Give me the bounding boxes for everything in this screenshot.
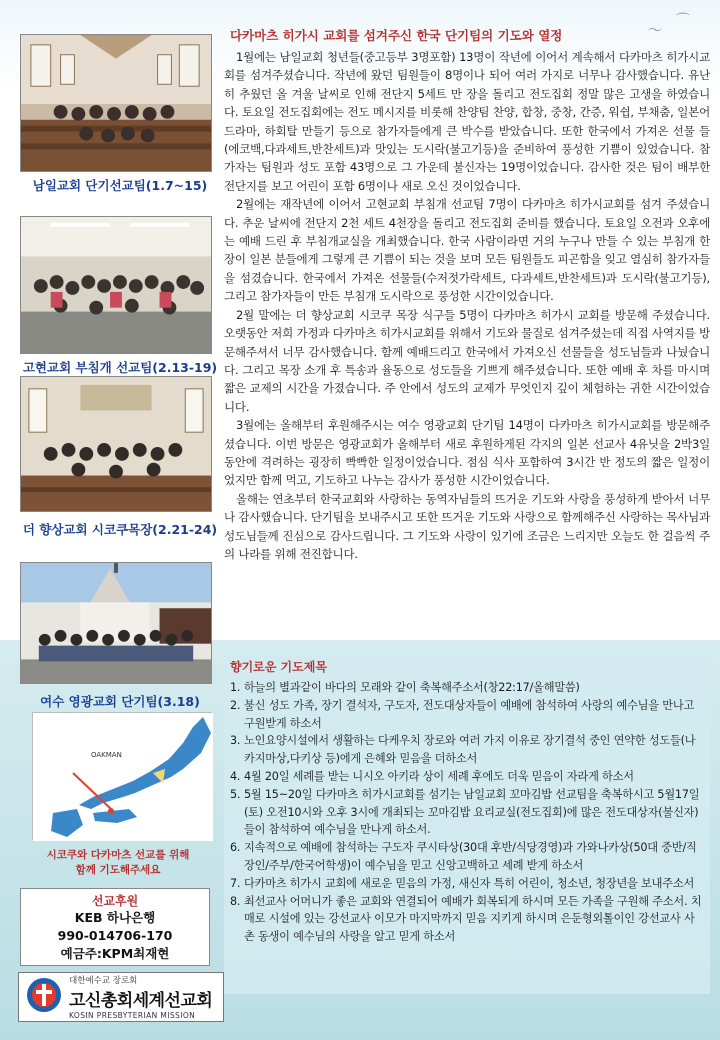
- map-label: OAKMAN: [91, 751, 122, 759]
- bird-icon: 〜: [648, 23, 662, 39]
- article-paragraph: 2월에는 재작년에 이어서 고현교회 부침개 선교팀 7명이 다카마츠 히가시교회를 섬겨 주셨습니다. 추운 날씨에 전단지 2천 세트 4천장을 돌리고 전도집회 준비를 했습니다. 토요일 오전과 오후에는 예배 드린 후 부침개교실을 개최했습니다. 한국 사람이라면 거의 누구나 만들 수 있는 부침개 한 장이 일본 분들에게 그렇게 큰 기쁨이 되는 것을 보며 모든 팀원들도 피곤함을 잊고 열심히 참가자들을 섬겼습니다. 한국에서 가져온 선물들(수저젓가락세트, 다과세트,반찬세트)과 도시락(불고기등), 그리고 참가자들이 만든 부침개 도시락으로 풍성한 시간이었습니다.: [224, 197, 710, 304]
- prayer-item: 1. 하늘의 별과같이 바다의 모래와 같이 축복해주소서(창22:17/올해말씀): [230, 681, 580, 694]
- prayer-title: 향기로운 기도제목: [230, 660, 327, 674]
- prayer-item: 5. 5월 15~20일 다카마츠 히가시교회를 섬기는 남일교회 꼬마김밥 선교팀을 축복하시고 5월17일(토) 오전10시와 오후 3시에 개최되는 꼬마김밥 요리교실(전도집회)에 많은 전도대상자(불신자)들이 참석하여 예수님을 만나게 하소서.: [230, 787, 700, 837]
- account-holder: 예금주:KPM최재현: [60, 946, 170, 961]
- globe-cross-icon: [23, 976, 65, 1018]
- photo-caption: 여수 영광교회 단기팀(3.18): [40, 694, 200, 709]
- photo-namil-team: [20, 34, 212, 172]
- logo-subtitle: 대한예수교 장로회: [69, 976, 138, 986]
- article-paragraph: 올해는 연초부터 한국교회와 사랑하는 동역자님들의 뜨거운 기도와 사랑을 풍성하게 받아서 너무나 감사했습니다. 단기팀을 보내주시고 또한 뜨거운 기도와 사랑으로 함께해주신 사랑하는 목사님과 성도님들께 진심으로 감사드립니다. 그 기도와 사랑이 있기에 조금은 느리지만 오늘도 한 걸음씩 주의 나라를 위해 전진합니다.: [224, 491, 710, 561]
- support-heading: 선교후원: [91, 894, 139, 908]
- bird-icon: ⌒: [676, 13, 690, 29]
- account-number: 990-014706-170: [57, 928, 173, 943]
- prayer-item: 2. 불신 성도 가족, 장기 결석자, 구도자, 전도대상자들이 예배에 참석하여 사랑의 예수님을 만나고 구원받게 하소서: [230, 698, 695, 730]
- photo-caption: 고현교회 부침개 선교팀(2.13-19): [22, 360, 218, 375]
- photo-caption: 남일교회 단기선교팀(1.7~15): [32, 178, 208, 193]
- support-box: [20, 888, 210, 966]
- prayer-item: 8. 최선교사 어머니가 좋은 교회와 연결되어 예배가 회복되게 하시며 모든 가족을 구원해 주소서. 치매로 시설에 있는 강선교사 이모가 마지막까지 믿음 지키게 하시며 은둔형외톨이인 강선교사 사촌 동생이 예수님의 사랑을 알고 믿게 하소서: [230, 894, 702, 944]
- article: [224, 26, 710, 563]
- photo-yeosu-team: [20, 562, 212, 684]
- article-paragraph: 2월 말에는 더 향상교회 시코쿠 목장 식구들 5명이 다카마츠 히가시 교회를 방문해 주셨습니다. 오랫동안 저희 가정과 다카마츠 히가시교회를 위해서 기도와 물질로 섬겨주셨는데 직접 사역지를 방문해주셔서 너무 감사했습니다. 함께 예배드리고 한국에서 가져오신 선물들을 성도님들과 나눴습니다. 그리고 목장 소개 후 특송과 율동으로 성도들을 기쁘게 해주셨습니다. 또한 예배 후 차를 마시며 짧은 교제의 시간을 가졌습니다. 주 안에서 성도의 교제가 무엇인지 깊이 체험하는 귀한 시간이었습니다.: [224, 307, 710, 414]
- article-paragraph: 3월에는 올해부터 후원해주시는 여수 영광교회 단기팀 14명이 다카마츠 히가시교회를 방문해주셨습니다. 이번 방문은 영광교회가 올해부터 새로 후원하게된 각지의 일본 선교사 4유닛을 2박3일 동안에 격려하는 굉장히 빡빡한 일정이었습니다. 점심 식사 포함하여 3시간 반 정도의 짧은 일정이었지만 함께 먹고, 기도하고 나누는 감사가 풍성한 시간이었습니다.: [224, 418, 710, 488]
- article-title: 다카마츠 히가시 교회를 섬겨주신 한국 단기팀의 기도와 열정: [230, 28, 563, 43]
- japan-map: [32, 712, 212, 840]
- photo-hyangsang-team: [20, 376, 212, 512]
- map-caption: 시코쿠와 다카마츠 선교를 위해 함께 기도해주세요: [46, 849, 190, 876]
- photo-caption: 더 향상교회 시코쿠목장(2.21-24): [22, 522, 218, 537]
- prayer-item: 4. 4월 20일 세례를 받는 니시오 아키라 상이 세례 후에도 더욱 믿음이 자라게 하소서: [230, 769, 634, 783]
- bank-name: KEB 하나은행: [74, 910, 156, 925]
- photo-gohyeon-team: [20, 216, 212, 354]
- prayer-item: 6. 지속적으로 예배에 참석하는 구도자 쿠시타상(30대 후반/식당경영)과 가와나카상(50대 중반/직장인/주부/한국어학생)이 예수님을 믿고 신앙고백하고 세례 받게 하소서: [230, 841, 697, 872]
- logo-english: KOSIN PRESBYTERIAN MISSION: [69, 1011, 196, 1020]
- prayer-box: [224, 654, 710, 994]
- prayer-item: 3. 노인요양시설에서 생활하는 다케우치 장로와 여러 가지 이유로 장기결석 중인 연약한 성도들(나카지마상,다키상 등)에게 은혜와 믿음을 더하소서: [230, 734, 696, 766]
- logo-title: 고신총회세계선교회: [69, 991, 213, 1011]
- kpm-logo: [18, 972, 224, 1022]
- prayer-item: 7. 다카마츠 히가시 교회에 새로운 믿음의 가정, 새신자 특히 어린이, 청소년, 청장년을 보내주소서: [230, 876, 695, 890]
- prayer-list: [230, 679, 704, 946]
- article-paragraph: 1월에는 남일교회 청년들(중고등부 3명포함) 13명이 작년에 이어서 계속해서 다카마츠 히가시교회를 섬겨주셨습니다. 작년에 왔던 팀원들이 8명이나 되어 여러 가지로 너무나 감사했습니다. 유난히 추웠던 올 겨울 날씨로 인해 전단지 5세트 만 장을 돌리고 전도집회 정말 많은 고생을 하였습니다. 토요일 전도집회에는 전도 메시지를 비롯해 찬양팀 찬양, 합창, 중창, 간증, 워쉽, 부채춤, 일본어 드라마, 하회탈 만들기 등으로 참가자들에게 큰 박수를 받았습니다. 또한 한국에서 가져온 선물 들(에코백,다과세트,반찬세트)과 맛있는 도시락(불고기등)을 준비하여 풍성한 기쁨이 있었습니다. 참가자는 팀원과 성도 포함 43명으로 그 가운데 불신자는 19명이었습니다. 감사한 것은 팀이 배부한 전단지를 보고 어린이 포함 6명이나 새로 오신 것이었습니다.: [224, 50, 710, 193]
